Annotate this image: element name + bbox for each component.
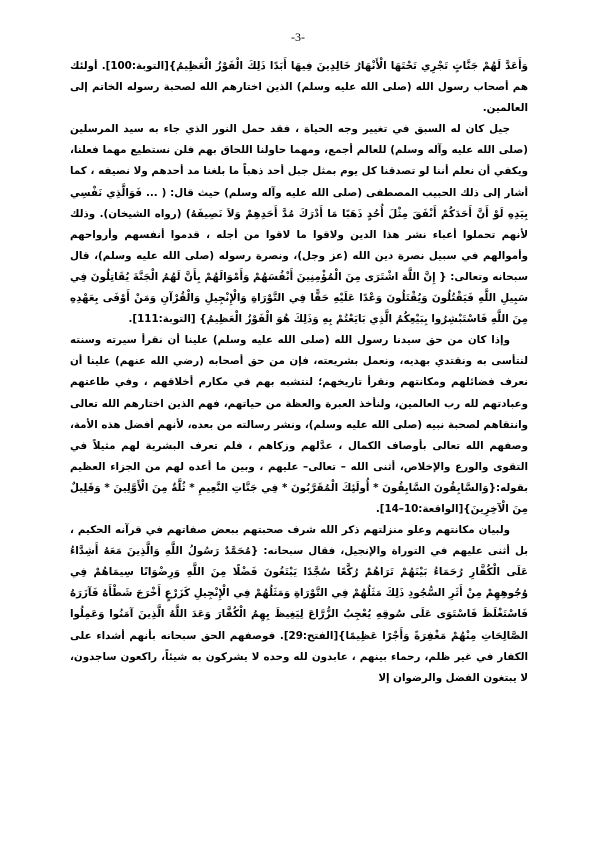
paragraph-2: جيل كان له السبق في تغيير وجه الحياة ، فقد حمل النور الذي جاء به سيد المرسلين (صلى الله عليه وآله وسلم) للعالم أجمع، ومهما حاولنا اللحاق بهم فلن نستطيع مهما فعلنا، ويكفي أن نعلم أننا لو تصدقنا كل يوم بمثل جبل أحد ذهباً ما بلغنا مد أحدهم ولا نصيفه ، كما أشار إلى ذلك الحبيب المصطفى (صلى الله عليه وآله وسلم) حيث قال: ( ... فَوَالَّذِي نَفْسِي بِيَدِهِ لَوْ أَنَّ أَحَدَكُمْ أَنْفَقَ مِثْلَ أُحُدٍ ذَهَبًا مَا أَدْرَكَ مُدَّ أَحَدِهِمْ وَلاَ نَصِيفَهُ) (رواه الشيخان). وذلك لأنهم تحملوا أعباء نشر هذا الدين ولاقوا ما لاقوا من أجله ، قدموا أنفسهم وأرواحهم وأموالهم في سبيل نصرة دين الله (عز وجل)، ونصرة رسوله (صلى الله عليه وسلم)، قال سبحانه وتعالى: { إِنَّ اللَّهَ اشْتَرَى مِنَ الْمُؤْمِنِينَ أَنْفُسَهُمْ وَأَمْوَالَهُمْ بِأَنَّ لَهُمُ الْجَنَّةَ يُقَاتِلُونَ فِي سَبِيلِ اللَّهِ فَيَقْتُلُونَ وَيُقْتَلُونَ وَعْدًا عَلَيْهِ حَقًّا فِي التَّوْرَاةِ وَالْإِنْجِيلِ وَالْقُرْآنِ وَمَنْ أَوْفَى بِعَهْدِهِ مِنَ اللَّهِ فَاسْتَبْشِرُوا بِبَيْعِكُمُ الَّذِي بَايَعْتُمْ بِهِ وَذَلِكَ هُوَ الْفَوْزُ الْعَظِيمُ} [التوبة:111]. <box>70 123 528 326</box>
paragraph-1: وَأَعَدَّ لَهُمْ جَنَّاتٍ تَجْرِي تَحْتَهَا الْأَنْهَارُ خَالِدِينَ فِيهَا أَبَدًا ذَلِكَ الْفَوْزُ الْعَظِيمُ}[التوبة:100]. أولئك هم أصحاب رسول الله (صلى الله عليه وسلم) الذين اختارهم الله لصحبة رسوله الخاتم إلى العالمين. <box>70 60 528 115</box>
paragraph-4: ولبيان مكانتهم وعلو منزلتهم ذكر الله شرف صحبتهم ببعض صفاتهم في قرآنه الحكيم ، بل أثنى عليهم في التوراة والإنجيل، فقال سبحانه: {مُحَمَّدٌ رَسُولُ اللَّهِ وَالَّذِينَ مَعَهُ أَشِدَّاءُ عَلَى الْكُفَّارِ رُحَمَاءُ بَيْنَهُمْ تَرَاهُمْ رُكَّعًا سُجَّدًا يَبْتَغُونَ فَضْلًا مِنَ اللَّهِ وَرِضْوَانًا سِيمَاهُمْ فِي وُجُوهِهِمْ مِنْ أَثَرِ السُّجُودِ ذَلِكَ مَثَلُهُمْ فِي التَّوْرَاةِ وَمَثَلُهُمْ فِي الْإِنْجِيلِ كَزَرْعٍ أَخْرَجَ شَطْأَهُ فَآزَرَهُ فَاسْتَغْلَظَ فَاسْتَوَى عَلَى سُوقِهِ يُعْجِبُ الزُّرَّاعَ لِيَغِيظَ بِهِمُ الْكُفَّارَ وَعَدَ اللَّهُ الَّذِينَ آمَنُوا وَعَمِلُوا الصَّالِحَاتِ مِنْهُمْ مَغْفِرَةً وَأَجْرًا عَظِيمًا}[الفتح:29]. فوصفهم الحق سبحانه بأنهم أشداء على الكفار في غير ظلم، رحماء بينهم ، عابدون لله وحده لا يشركون به شيئاً، راكعون ساجدون، لا يبتغون الفضل والرضوان إلا <box>70 524 528 684</box>
page-number: -3- <box>291 30 305 44</box>
paragraph-3: وإذا كان من حق سيدنا رسول الله (صلى الله عليه وسلم) علينا أن نقرأ سيرته وسنته لنتأسى به ونقتدي بهديه، ونعمل بشريعته، فإن من حق أصحابه (رضي الله عنهم) علينا أن نعرف فضائلهم ومكانتهم ونقرأ تاريخهم؛ لنتشبه بهم في مكارم أخلاقهم ، وفي طاعتهم وعبادتهم لله رب العالمين، ولنأخذ العبرة والعظة من حياتهم، فهم الذين اختارهم الله تعالى وانتقاهم لصحبة نبيه (صلى الله عليه وسلم)، ونشر رسالته من بعده، لأنهم أفضل هذه الأمة، وصفهم الله تعالى بأوصاف الكمال ، عدَّلهم وزكاهم ، فلم تعرف البشرية لهم مثيلاً في التقوى والورع والإخلاص، أثنى الله – تعالى– عليهم ، وبين ما أعده لهم من الجزاء العظيم بقوله:{وَالسَّابِقُونَ السَّابِقُونَ * أُولَئِكَ الْمُقَرَّبُونَ * فِي جَنَّاتِ النَّعِيمِ * ثُلَّةٌ مِنَ الْأَوَّلِينَ * وَقَلِيلٌ مِنَ الْآخِرِينَ}[الواقعة:10–14]. <box>70 334 528 515</box>
body-text <box>70 56 528 689</box>
